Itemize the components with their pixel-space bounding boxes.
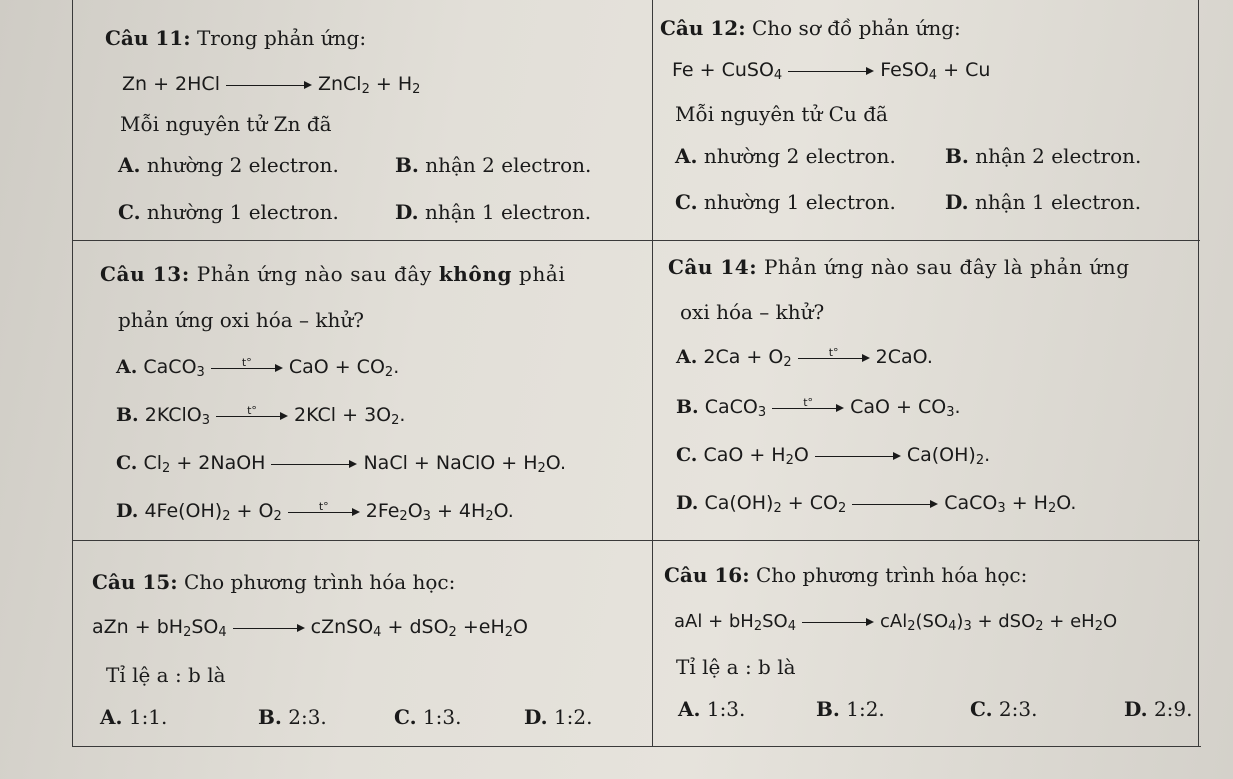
q15-option-a[interactable]: A. 1:1. [100,705,168,729]
q16-option-b[interactable]: B. 1:2. [816,697,885,721]
q12-question: Mỗi nguyên tử Cu đã [675,102,888,126]
q11-option-c[interactable]: C. nhường 1 electron. [118,200,339,224]
q16-stem: Cho phương trình hóa học: [755,563,1028,587]
q12-option-b[interactable]: B. nhận 2 electron. [945,144,1142,168]
q13-stem-end: phải [519,262,566,286]
q11-stem: Trong phản ứng: [196,26,367,50]
q12-option-a[interactable]: A. nhường 2 electron. [675,144,896,168]
q11-option-b[interactable]: B. nhận 2 electron. [395,153,592,177]
q12-option-d[interactable]: D. nhận 1 electron. [945,190,1142,214]
q13-stem: Phản ứng nào sau đây [196,262,432,286]
q15-ratio: Tỉ lệ a : b là [106,663,226,687]
q12-stem: Cho sơ đồ phản ứng: [751,16,961,40]
row-divider-1 [72,240,1200,241]
row-divider-2 [72,540,1200,541]
q15-option-d[interactable]: D. 1:2. [524,705,593,729]
q16-ratio: Tỉ lệ a : b là [676,655,796,679]
q15-option-b[interactable]: B. 2:3. [258,705,327,729]
q15-title: Câu 15: [92,570,178,594]
reaction-arrow-icon [226,78,312,92]
q16-equation: aAl + $bH_2SO_4$ $cAl_2(SO_4)_3 + dSO_2 + eH_2O$ [674,611,1118,634]
reaction-arrow-icon [788,64,874,78]
q14-option-b[interactable]: B. CaCO$_3$ t° CaO + $CO_3$. [676,395,961,420]
q14-option-c[interactable]: C. CaO + $H_2O$ $Ca(OH)_2$. [676,444,991,468]
q14-stem-line2: oxi hóa – khử? [680,300,825,324]
q11-equation: Zn + 2HCl ZnCl$_2$ + $H_2$ [122,73,421,97]
table-right-border [1198,0,1199,746]
q14-option-d[interactable]: D. $Ca(OH)_2 + CO_2$ CaCO$_3$ + $H_2O$. [676,492,1077,516]
q15-stem: Cho phương trình hóa học: [183,570,456,594]
column-divider [652,0,653,746]
q16-option-a[interactable]: A. 1:3. [678,697,746,721]
q14-option-a[interactable]: A. $2Ca + O_2$ t° 2CaO. [676,345,933,370]
q14-stem: Phản ứng nào sau đây là phản ứng [763,255,1130,279]
q13-option-b[interactable]: B. 2KClO$_3$ t° $2KCl + 3O_2$. [116,403,406,428]
q13-option-c[interactable]: C. $Cl_2$ + 2NaOH NaCl + NaClO + $H_2O$. [116,452,567,476]
q16-option-d[interactable]: D. 2:9. [1124,697,1193,721]
q12-option-c[interactable]: C. nhường 1 electron. [675,190,896,214]
q13-title: Câu 13: [100,262,190,286]
q16-option-c[interactable]: C. 2:3. [970,697,1038,721]
q11-title: Câu 11: [105,26,191,50]
q16-title: Câu 16: [664,563,750,587]
q11-option-a[interactable]: A. nhường 2 electron. [118,153,339,177]
q13-option-d[interactable]: D. $4Fe(OH)_2 + O_2$ t° $2Fe_2O_3 + 4H_2O$. [116,499,514,524]
q13-stem-emphasis: không [438,262,513,286]
q15-option-c[interactable]: C. 1:3. [394,705,462,729]
q13-stem-line2: phản ứng oxi hóa – khử? [118,308,365,332]
q15-equation: aZn + $bH_2SO_4$ cZnSO$_4$ + $dSO_2 +eH_2O$ [92,616,528,640]
q14-title: Câu 14: [668,255,758,279]
q11-question: Mỗi nguyên tử Zn đã [120,112,332,136]
q13-option-a[interactable]: A. CaCO$_3$ t° CaO + $CO_2$. [116,355,400,380]
q12-title: Câu 12: [660,16,746,40]
q11-option-d[interactable]: D. nhận 1 electron. [395,200,592,224]
q12-equation: Fe + CuSO$_4$ FeSO$_4$ + Cu [672,59,991,83]
